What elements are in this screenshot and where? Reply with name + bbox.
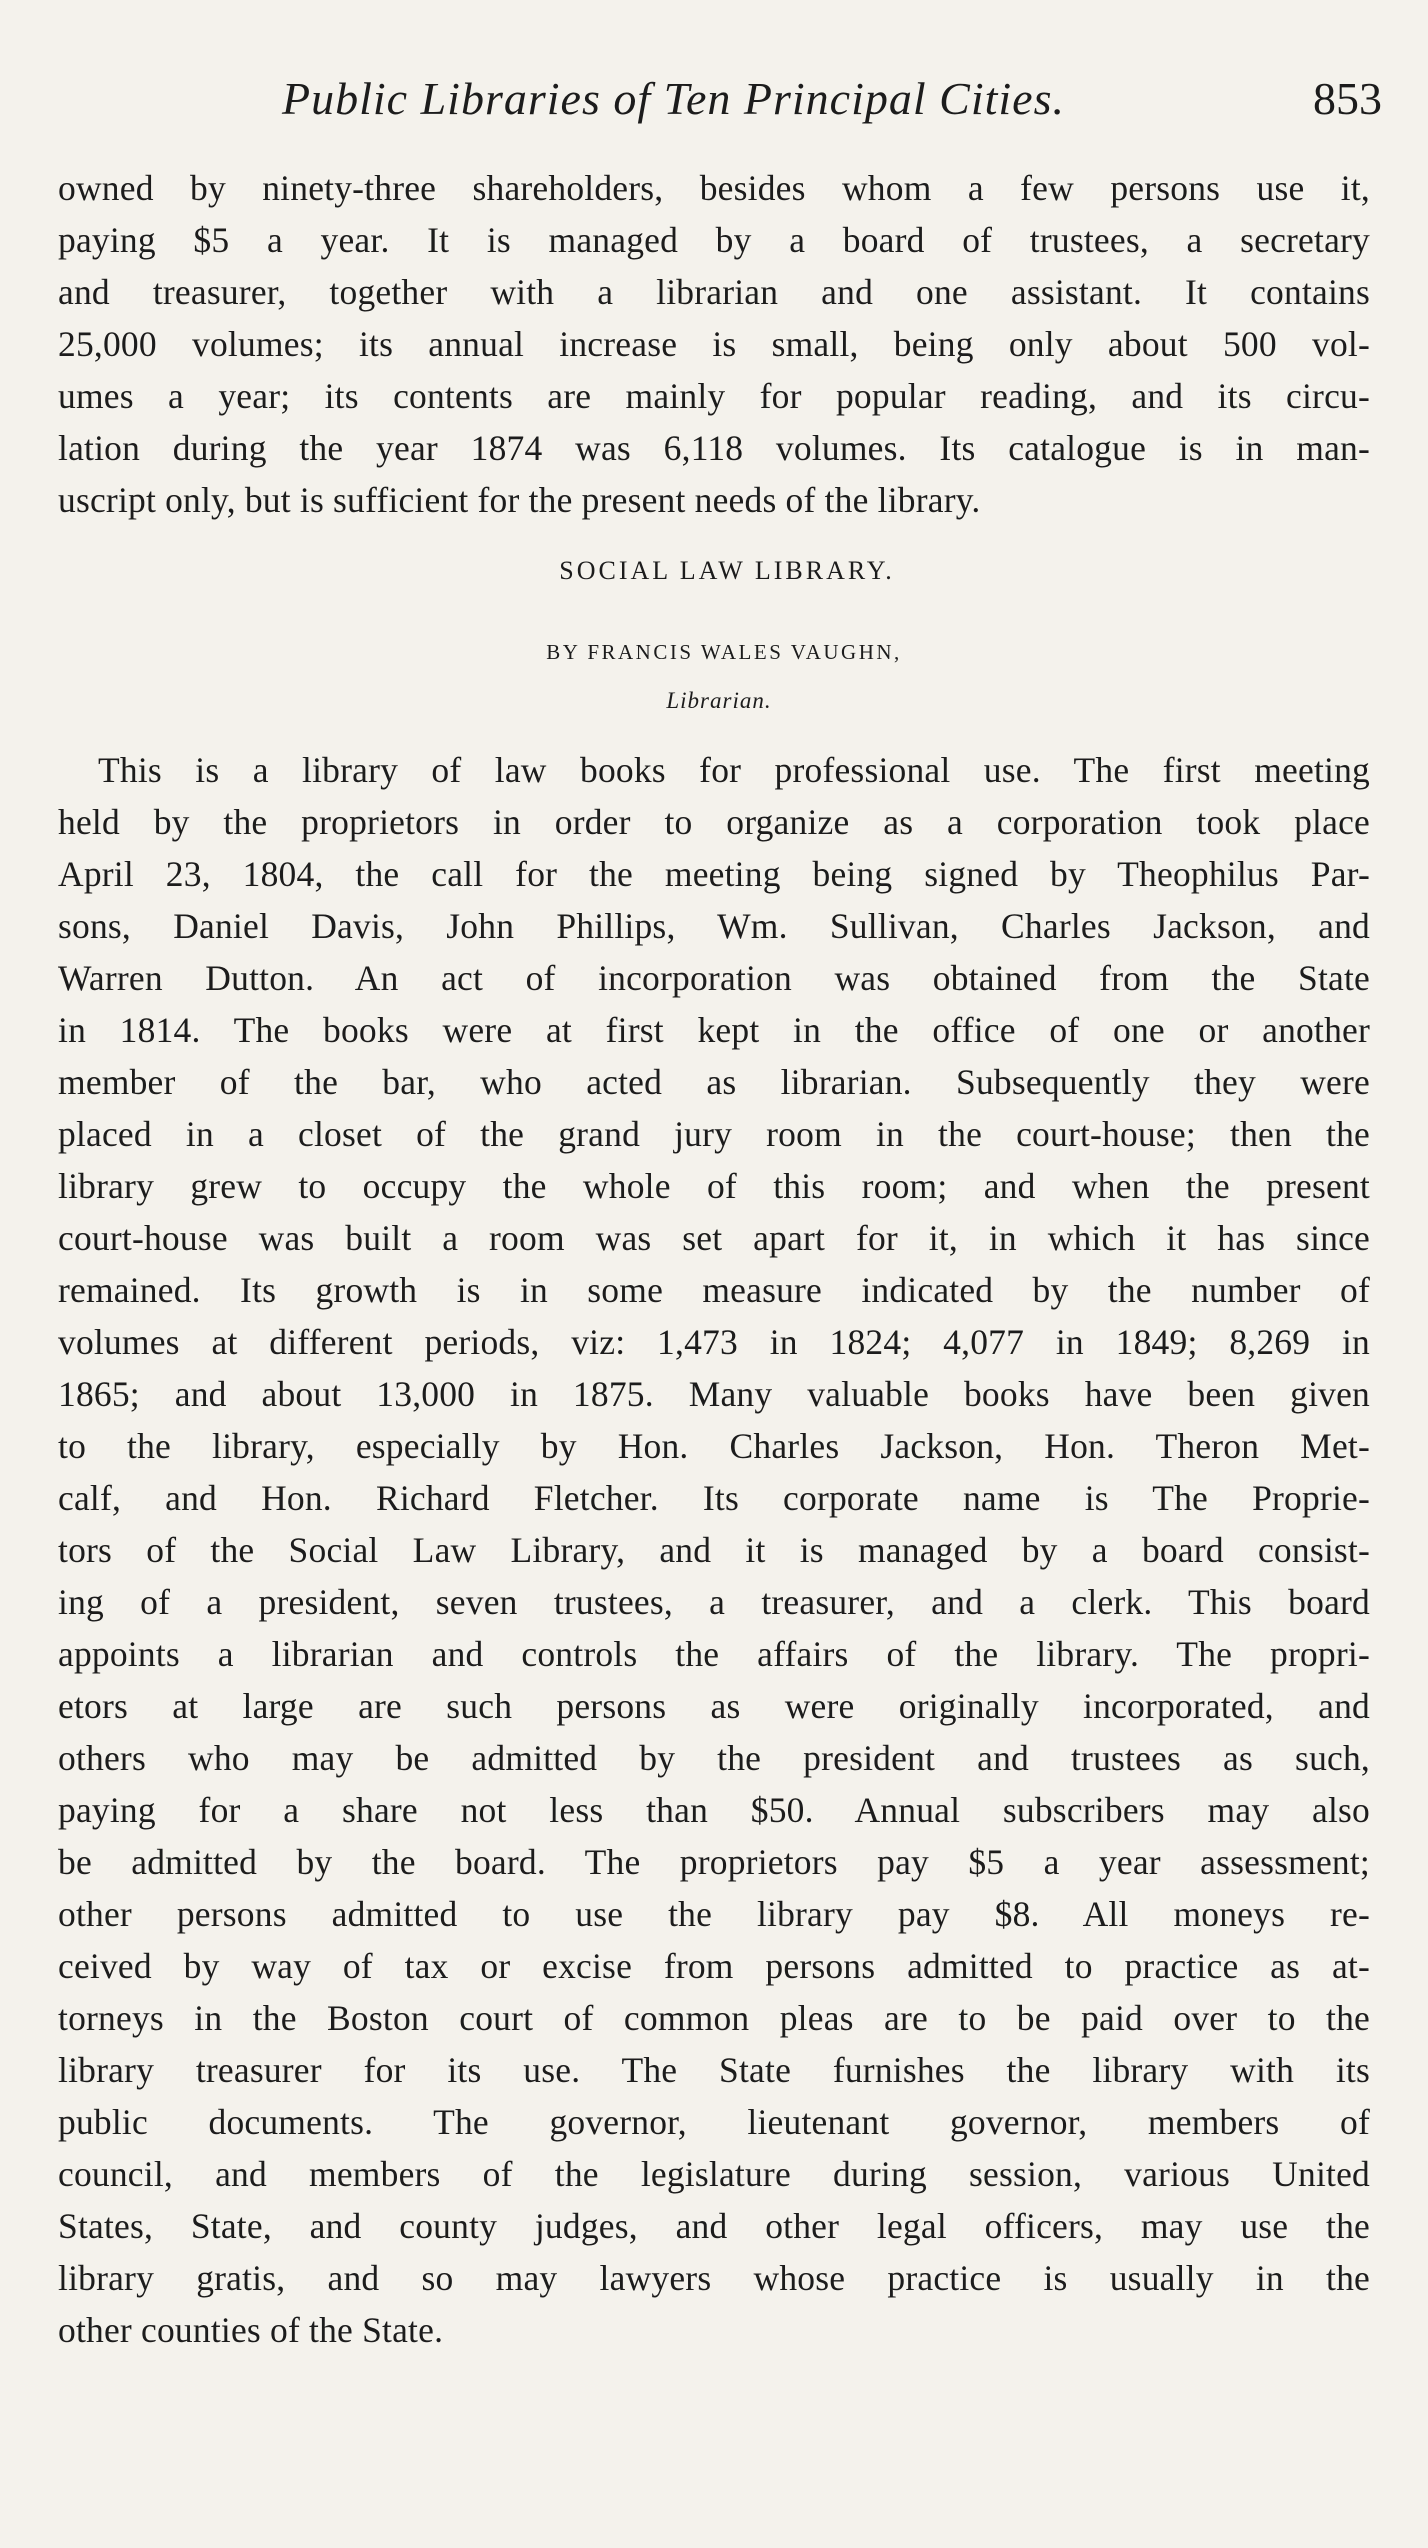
text-line: other persons admitted to use the library pay $8. All moneys re- [58, 1894, 1370, 1934]
text-line: Warren Dutton. An act of incorporation was obtained from the State [58, 958, 1370, 998]
text-line: 1865; and about 13,000 in 1875. Many valuable books have been given [58, 1374, 1370, 1414]
text-line: 25,000 volumes; its annual increase is small, being only about 500 vol- [58, 324, 1370, 364]
running-title: Public Libraries of Ten Principal Cities. [282, 73, 1065, 124]
text-line: April 23, 1804, the call for the meeting being signed by Theophilus Par- [58, 854, 1370, 894]
text-line: volumes at different periods, viz: 1,473 in 1824; 4,077 in 1849; 8,269 in [58, 1322, 1370, 1362]
section-title: SOCIAL LAW LIBRARY. [559, 556, 895, 585]
text-line: umes a year; its contents are mainly for popular reading, and its circu- [58, 376, 1370, 416]
text-line: held by the proprietors in order to organize as a corporation took place [58, 802, 1370, 842]
text-line: placed in a closet of the grand jury room in the court-house; then the [58, 1114, 1370, 1154]
running-head [282, 72, 1382, 132]
text-line: library gratis, and so may lawyers whose practice is usually in the [58, 2258, 1370, 2298]
text-line: paying for a share not less than $50. Annual subscribers may also [58, 1790, 1370, 1830]
text-line: remained. Its growth is in some measure indicated by the number of [58, 1270, 1370, 1310]
text-line: other counties of the State. [58, 2310, 444, 2350]
text-line: court-house was built a room was set apart for it, in which it has since [58, 1218, 1370, 1258]
text-line: public documents. The governor, lieutenant governor, members of [58, 2102, 1370, 2142]
text-line: tors of the Social Law Library, and it is managed by a board consist- [58, 1530, 1370, 1570]
text-line: council, and members of the legislature during session, various United [58, 2154, 1370, 2194]
text-line: paying $5 a year. It is managed by a board of trustees, a secretary [58, 220, 1370, 260]
text-line: to the library, especially by Hon. Charles Jackson, Hon. Theron Met- [58, 1426, 1370, 1466]
text-line: States, State, and county judges, and other legal officers, may use the [58, 2206, 1370, 2246]
text-line: be admitted by the board. The proprietors pay $5 a year assessment; [58, 1842, 1370, 1882]
text-line: appoints a librarian and controls the affairs of the library. The propri- [58, 1634, 1370, 1674]
text-line: calf, and Hon. Richard Fletcher. Its corporate name is The Proprie- [58, 1478, 1370, 1518]
text-line: This is a library of law books for professional use. The first meeting [98, 750, 1370, 790]
text-line: library grew to occupy the whole of this room; and when the present [58, 1166, 1370, 1206]
text-line: owned by ninety-three shareholders, besides whom a few persons use it, [58, 168, 1370, 208]
author-byline: BY FRANCIS WALES VAUGHN, [546, 640, 902, 664]
text-line: ing of a president, seven trustees, a treasurer, and a clerk. This board [58, 1582, 1370, 1622]
text-line: uscript only, but is sufficient for the present needs of the library. [58, 480, 981, 520]
text-line: sons, Daniel Davis, John Phillips, Wm. Sullivan, Charles Jackson, and [58, 906, 1370, 946]
text-line: lation during the year 1874 was 6,118 volumes. Its catalogue is in man- [58, 428, 1370, 468]
text-line: library treasurer for its use. The State furnishes the library with its [58, 2050, 1370, 2090]
author-role: Librarian. [666, 688, 772, 713]
page-number: 853 [1313, 73, 1382, 124]
text-line: member of the bar, who acted as librarian. Subsequently they were [58, 1062, 1370, 1102]
text-line: and treasurer, together with a librarian and one assistant. It contains [58, 272, 1370, 312]
text-line: in 1814. The books were at first kept in the office of one or another [58, 1010, 1370, 1050]
text-line: etors at large are such persons as were originally incorporated, and [58, 1686, 1370, 1726]
text-line: torneys in the Boston court of common pleas are to be paid over to the [58, 1998, 1370, 2038]
text-line: ceived by way of tax or excise from persons admitted to practice as at- [58, 1946, 1370, 1986]
text-line: others who may be admitted by the president and trustees as such, [58, 1738, 1370, 1778]
